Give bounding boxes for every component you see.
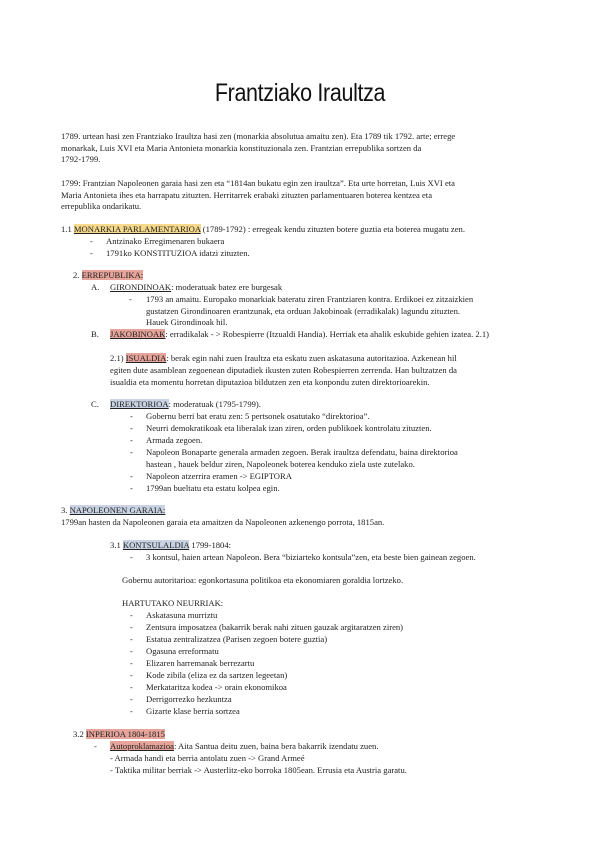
text-line: 1792-1799. xyxy=(61,154,101,165)
list-item: - Neurri demokratikoak eta liberalak izan ziren, orden publikoek kontrolatu zituzten. xyxy=(146,423,432,435)
list-item: - Merkataritza kodea -> orain ekonomikoa xyxy=(146,682,287,694)
section-number: 3.2 xyxy=(73,729,86,739)
term-text: : moderatuak (1795-1799). xyxy=(168,399,261,409)
text-line: Maria Antonieta ihes eta harrapatu zituzten. Herritarrek erabaki zituzten parlamentuaren boterea kentzea eta xyxy=(61,189,433,200)
text-line: egiten dute asamblean zegoenean diputadiek ikusten zuten Robespierren zerrenda. Han bultzatzen da xyxy=(110,365,457,375)
section-number: 3.1 xyxy=(110,540,123,550)
term-heading: DIREKTORIOA xyxy=(110,399,169,409)
page-title: Frantziako Iraultza xyxy=(214,79,386,107)
text-line: 1799an hasten da Napoleonen garaia eta amaitzen da Napoleonen azkenengo porrota, 1815an. xyxy=(61,517,385,527)
term-heading: GIRONDINOAK xyxy=(110,282,172,292)
list-item: - Gobernu berri bat eratu zen: 5 pertsonek osatutako “direktorioa”. xyxy=(146,411,370,423)
list-item: - Napoleon atzerrira eramen -> EGIPTORA xyxy=(146,471,292,483)
section-number: 3. xyxy=(61,505,70,515)
section-monarkia xyxy=(61,224,465,236)
section-number: 1.1 xyxy=(61,224,74,234)
list-item: - Napoleon Bonaparte generala armaden zegoen. Berak iraultza defendatu, baina direktorioa xyxy=(146,447,458,459)
text-line: - Armada handi eta berria antolatu zuen -> Grand Armeé xyxy=(110,753,305,763)
intro-paragraph-2 xyxy=(61,178,455,213)
list-item: - Estatua zentralizatzea (Parisen zegoen botere guztia) xyxy=(146,634,327,646)
isualdia-paragraph: 2.1) ISUALDIA: berak egin nahi zuen Iraultza eta eskatu zuen askatasuna autoritazioa. Azkenean hil xyxy=(110,353,457,363)
list-letter: A. xyxy=(91,282,100,292)
section-heading: INPERIOA 1804-1815 xyxy=(85,729,165,739)
list-item: - 3 kontsul, haien artean Napoleon. Bera “biziarteko kontsula”zen, eta beste bien gainean zegoen. xyxy=(146,552,476,564)
list-item: - Ogasuna erreformatu xyxy=(146,646,219,658)
list-item-continued: hastean , hauek beldur ziren, Napoleonek boterea kenduko ziela uste zutelako. xyxy=(146,459,415,469)
list-item: - Zentsura imposatzea (bakarrik berak nahi zituen gauzak argitaratzen ziren) xyxy=(146,622,403,634)
section-errepublika xyxy=(73,270,143,282)
list-item: - 1799an bueltatu eta estatu kolpea egin. xyxy=(146,483,280,495)
section-heading: KONTSULALDIA xyxy=(122,540,190,550)
text-line: monarkak, Luis XVI eta Maria Antonieta monarkia konstituzionala zen. Frantzian errepublika sortzen da xyxy=(61,142,422,153)
list-item: - Antzinako Erregimenaren bukaera xyxy=(106,236,224,248)
text-line: Gobernu autoritarioa: egonkortasuna politikoa eta ekonomiaren goraldia lortzeko. xyxy=(122,575,404,585)
text-line: isualdia eta momentu horretan diputazioa bildutzen zen eta konpondu zuten direktorioarekin. xyxy=(110,377,430,387)
list-letter: C. xyxy=(91,399,99,409)
list-item: 1793 an amaitu. Europako monarkiak bateratu ziren Frantziaren kontra. Erdikoei ez zitzaizkien gustatzen Girondinoaren erantzunak, eta orduan Jakobinoak (erradikalak) lagundu zituzten. Hauek Girondinoak hil. xyxy=(146,294,474,328)
intro-paragraph-1 xyxy=(61,131,455,166)
term-text: : moderatuak batez ere burgesak xyxy=(171,282,283,292)
neurriak-heading: HARTUTAKO NEURRIAK: xyxy=(122,598,224,608)
term-heading: Autoproklamazioa xyxy=(110,741,174,751)
list-item: - Elizaren harremanak berrezartu xyxy=(146,658,254,670)
list-item: - Armada zegoen. xyxy=(146,435,202,447)
term-heading: JAKOBINOAK xyxy=(110,329,166,339)
jakobinoak-line xyxy=(110,329,489,341)
section-heading: MONARKIA PARLAMENTARIOA xyxy=(73,224,201,234)
list-item: - Askatasuna murriztu xyxy=(146,610,217,622)
section-number: 2.1) xyxy=(110,353,126,363)
text-line: 1789. urtean hasi zen Frantziako Iraultza hasi zen (monarkia absolutua amaitu zen). Eta 1789 tik 1792. arte; errege xyxy=(61,131,456,141)
section-text: (1789-1792) : erregeak kendu zituzten botere guztia eta boterea mugatu zen. xyxy=(200,224,465,234)
section-heading: ERREPUBLIKA: xyxy=(81,270,144,280)
text-line: 1799: Frantzian Napoleonen garaia hasi zen eta “1814an bukatu egin zen iraultza”. Eta urte horretan, Luis XVI eta xyxy=(61,178,455,188)
list-item: - Autoproklamazioa: Aita Santua deitu zuen, baina bera bakarrik izendatu zuen. xyxy=(110,741,378,753)
section-number: 2. xyxy=(73,270,82,280)
list-item: - Gizarte klase berria sortzea xyxy=(146,706,240,718)
text-line: errepublika ondarikatu. xyxy=(61,201,142,212)
list-item: - Derrigorrezko hezkuntza xyxy=(146,694,232,706)
list-item: - 1791ko KONSTITUZIOA idatzi zituzten. xyxy=(106,248,250,260)
text-line: - Taktika militar berriak -> Austerlitz-eko borroka 1805ean. Errusia eta Austria garatu. xyxy=(110,765,407,775)
girondinoak-line xyxy=(110,282,282,294)
sub-bullet: - xyxy=(129,294,132,304)
list-item: - Kode zibila (eliza ez da sartzen legeetan) xyxy=(146,670,287,682)
section-inperioa xyxy=(73,729,165,741)
section-heading: NAPOLEONEN GARAIA: xyxy=(69,505,166,515)
section-kontsulaldia: 3.1 KONTSULALDIA 1799-1804: xyxy=(110,540,232,550)
direktorioa-line xyxy=(110,399,261,411)
list-letter: B. xyxy=(91,329,99,339)
section-napoleonen-garaia xyxy=(61,505,165,517)
term-heading: ISUALDIA xyxy=(125,353,167,363)
term-text: : erradikalak - > Robespierre (Itzualdi Handia). Herriak eta ahalik eskubide gehien izatea. 2.1) xyxy=(165,329,490,339)
